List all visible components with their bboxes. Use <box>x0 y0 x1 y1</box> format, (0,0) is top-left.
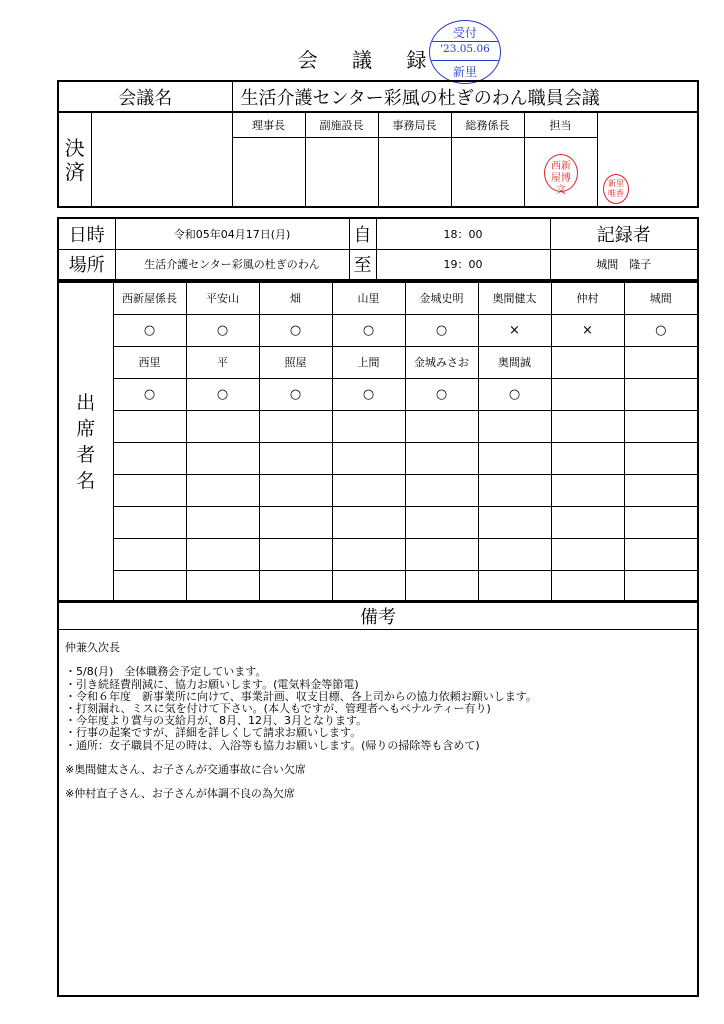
to-time: 19：00 <box>376 249 550 280</box>
receipt-stamp-date: '23.05.06 <box>440 43 490 55</box>
to-label: 至 <box>349 249 376 280</box>
role-secretariat-head: 事務局長 <box>378 112 451 138</box>
datetime-value: 令和05年04月17日(月) <box>115 218 349 249</box>
attendance-mark: ○ <box>259 378 332 410</box>
meeting-name-value: 生活介護センター彩風の杜ぎのわん職員会議 <box>232 81 698 112</box>
remarks-line: ・行事の起案ですが、詳細を詳しくして請求お願いします。 <box>65 726 362 740</box>
attendees-label: 出席者名 <box>58 282 113 602</box>
remarks-line: 仲兼久次長 <box>65 641 120 654</box>
attendance-mark <box>624 378 698 410</box>
attendance-mark: ○ <box>186 378 259 410</box>
attendance-mark: ○ <box>624 314 698 346</box>
role-general-affairs-chief: 総務係長 <box>451 112 524 138</box>
attendee-name: 金城みさお <box>405 346 478 378</box>
attendees-table <box>57 281 699 603</box>
approval-label: 決済 <box>58 112 91 207</box>
datetime-label: 日時 <box>58 218 115 249</box>
remarks-body <box>58 630 698 997</box>
recorder-name: 城間 隆子 <box>550 249 698 280</box>
place-label: 場所 <box>58 249 115 280</box>
remarks-line: ・通所：女子職員不足の時は、入浴等も協力お願いします。(帰りの掃除等も含めて) <box>65 738 480 752</box>
attendee-name: 平 <box>186 346 259 378</box>
attendee-name: 奥間健太 <box>478 282 551 314</box>
attendee-name: 照屋 <box>259 346 332 378</box>
attendance-mark <box>551 378 624 410</box>
attendance-mark: ○ <box>478 378 551 410</box>
attendee-name: 上間 <box>332 346 405 378</box>
remarks-line: ・5/8(月) 全体職務会予定しています。 <box>65 665 267 679</box>
attendance-mark: ○ <box>332 378 405 410</box>
place-value: 生活介護センター彩風の杜ぎのわん <box>115 249 349 280</box>
meeting-name-label: 会議名 <box>58 81 232 112</box>
attendee-name: 城間 <box>624 282 698 314</box>
from-time: 18：00 <box>376 218 550 249</box>
page-title: 会 議 録 <box>297 48 441 72</box>
recorder-label: 記録者 <box>550 218 698 249</box>
remarks-line: ・令和６年度 新事業所に向けて、事業計画、収支目標、各上司からの協力依頼お願いします。 <box>65 689 537 703</box>
remarks-label: 備考 <box>58 601 698 630</box>
attendance-mark: ○ <box>405 314 478 346</box>
header-table <box>57 80 699 113</box>
role-staff-in-charge: 担当 <box>524 112 597 138</box>
attendee-name: 山里 <box>332 282 405 314</box>
attendance-mark: × <box>478 314 551 346</box>
attendance-mark: ○ <box>113 378 186 410</box>
receipt-stamp-label: 受付 <box>452 26 477 40</box>
info-table <box>57 217 699 281</box>
role-deputy-director: 副施設長 <box>305 112 378 138</box>
attendee-name: 金城史明 <box>405 282 478 314</box>
attendance-mark: ○ <box>405 378 478 410</box>
attendee-name: 平安山 <box>186 282 259 314</box>
remarks-line: ・打刻漏れ、ミスに気を付けて下さい。(本人もですが、管理者へもペナルティー有り) <box>65 702 491 716</box>
from-label: 自 <box>349 218 376 249</box>
remarks-line: ※奥間健太さん、お子さんが交通事故に合い欠席 <box>65 763 306 777</box>
attendee-name <box>551 346 624 378</box>
remarks-line: ・今年度より賞与の支給月が、8月、12月、3月となります。 <box>65 714 368 728</box>
attendance-mark: ○ <box>113 314 186 346</box>
remarks-line: ・引き続経費削減に、協力お願いします。(電気料金等節電) <box>65 677 359 691</box>
attendee-name: 畑 <box>259 282 332 314</box>
seal-in-charge: 西新屋博文 <box>544 154 578 192</box>
attendance-mark: ○ <box>259 314 332 346</box>
receipt-stamp <box>429 20 501 84</box>
role-chairman: 理事長 <box>232 112 305 138</box>
attendance-mark: ○ <box>186 314 259 346</box>
attendee-name: 仲村 <box>551 282 624 314</box>
seal-receiver: 新里唯香 <box>603 174 629 204</box>
attendee-name: 奥間誠 <box>478 346 551 378</box>
attendee-name <box>624 346 698 378</box>
attendance-mark: × <box>551 314 624 346</box>
attendee-name: 西里 <box>113 346 186 378</box>
remarks-table <box>57 600 699 997</box>
remarks-line: ※仲村直子さん、お子さんが体調不良の為欠席 <box>65 787 295 801</box>
attendee-name: 西新屋係長 <box>113 282 186 314</box>
attendance-mark: ○ <box>332 314 405 346</box>
receipt-stamp-name: 新里 <box>452 65 477 79</box>
